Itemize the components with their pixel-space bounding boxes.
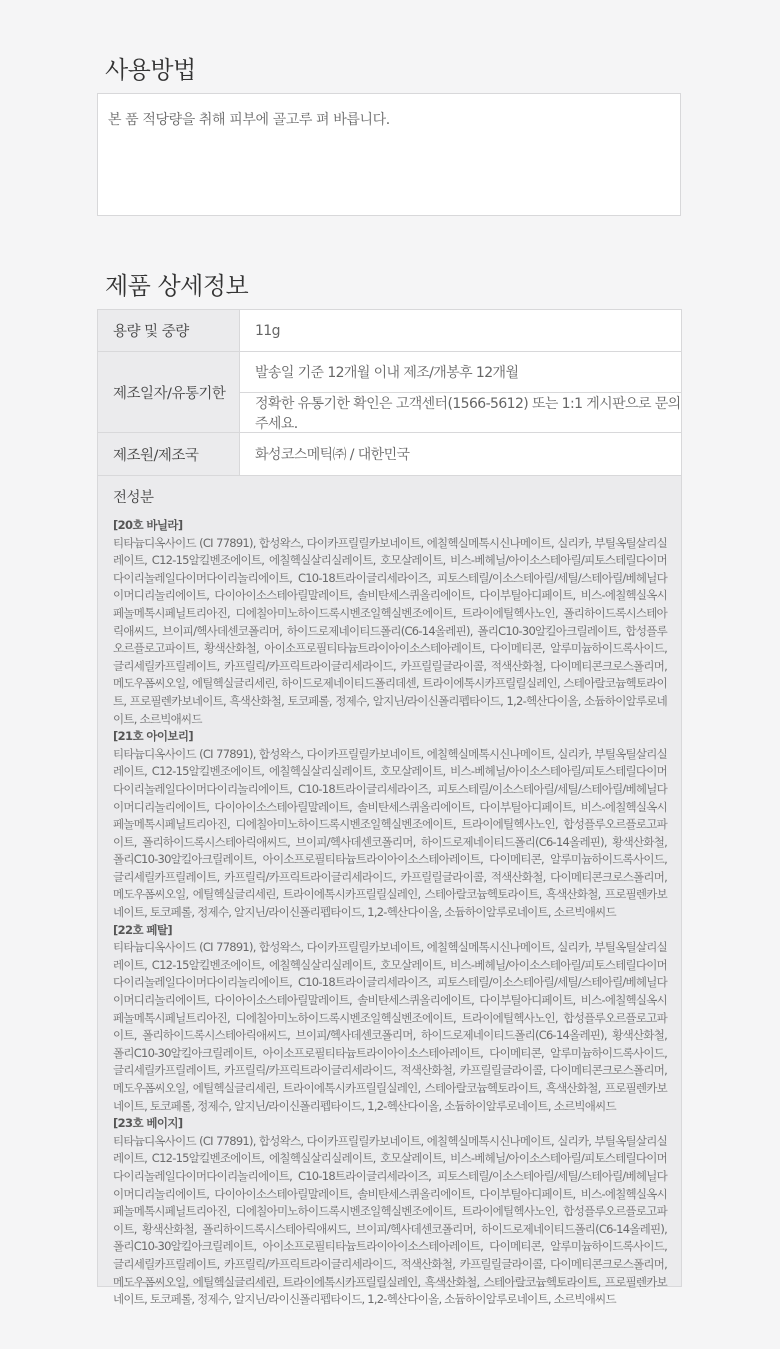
row-label: 용량 및 중량 [98,310,240,351]
shade-label: [21호 아이보리] [113,729,194,744]
usage-text: 본 품 적당량을 취해 피부에 골고루 펴 바릅니다. [108,112,390,128]
table-row-manufacturer [98,433,681,476]
usage-section-title: 사용방법 [105,56,196,84]
row-value [240,352,681,432]
shade-label: [22호 페탈] [113,922,173,937]
ingredient-list: 티타늄디옥사이드 (CI 77891), 합성왁스, 다이카프릴릴카보네이트, 에칠헥실메톡시신나메이트, 실리카, 부틸옥틸살리실레이트, C12-15알킬벤조에이트, 에칠헥실살리실레이트, 호모살레이트, 비스-베헤닐/아이소스테아릴/피토스테릴다이머다이리놀레일다이머다이리놀리에이트, C10-18트라이글리세라이즈, 피토스테릴/이소스테아릴/세틸/스테아릴/베헤닐다이머디리놀리에이트, 다이아이소스테아릴말레이트, 솔비탄세스퀴올리에이트, 다이부틸아디페이트, 비스-에칠헥실옥시페놀메톡시페닐트리아진, 디에칠아미노하이드록시벤조일헥실벤조에이트, 트라이에틸헥사노인, 합성플루오르플로고파이트, 폴리하이드록시스테아릭애씨드, 브이피/헥사데센코폴리머, 하이드로제네이티드폴리(C6-14올레핀), 황색산화철, 폴리C10-30알킬아크릴레이트, 아이소프로필티타늄트라이아이소스테아레이트, 다이메티콘, 알루미늄하이드록사이드, 글리세릴카프릴레이트, 카프릴릭/카프릭트라이글리세라이드, 카프릴릴글라이콜, 적색산화철, 다이메티콘크로스폴리머, 메도우폼씨오일, 에틸헥실글리세린, 트라이에톡시카프릴릴실레인, 스테아랄코늄헥토라이트, 흑색산화철, 프로필렌카보네이트, 토코페롤, 정제수, 알지닌/라이신폴리펩타이드, 1,2-헥산다이올, 소듐하이알루로네이트, 소르빅애씨드 [113,746,667,920]
expiry-note: 정확한 유통기한 확인은 고객센터(1566-5612) 또는 1:1 게시판으로 문의주세요. [255,396,681,432]
table-row-capacity [98,310,681,352]
row-value: 화성코스메틱㈜ / 대한민국 [255,447,410,463]
row-label: 제조원/제조국 [98,433,240,475]
expiry-value: 발송일 기준 12개월 이내 제조/개봉후 12개월 [240,352,681,393]
table-row-expiry [98,352,681,433]
usage-box [97,93,681,216]
row-value: 11g [255,322,280,339]
shade-label: [20호 바닐라] [113,518,183,532]
details-section-title: 제품 상세정보 [105,272,249,300]
ingredient-list: 티타늄디옥사이드 (CI 77891), 합성왁스, 다이카프릴릴카보네이트, 에칠헥실메톡시신나메이트, 실리카, 부틸옥틸살리실레이트, C12-15알킬벤조에이트, 에칠헥실살리실레이트, 호모살레이트, 비스-베헤닐/아이소스테아릴/피토스테릴다이머다이리놀레일다이머다이리놀리에이트, C10-18트라이글리세라이즈, 피토스테릴/이소스테아릴/세틸/스테아릴/베헤닐다이머디리놀리에이트, 다이아이소스테아릴말레이트, 솔비탄세스퀴올리에이트, 다이부틸아디페이트, 비스-에칠헥실옥시페놀메톡시페닐트리아진, 디에칠아미노하이드록시벤조일헥실벤조에이트, 트라이에틸헥사노인, 폴리하이드록시스테아릭애씨드, 브이피/헥사데센코폴리머, 하이드로제네이티드폴리(C6-14올레핀), 폴리C10-30알킬아크릴레이트, 합성플루오르플로고파이트, 황색산화철, 아이소프로필티타늄트라이아이소스테아레이트, 다이메티콘, 알루미늄하이드록사이드, 글리세릴카프릴레이트, 카프릴릭/카프릭트라이글리세라이드, 카프릴릴글라이콜, 적색산화철, 다이메티콘크로스폴리머, 메도우폼씨오일, 에틸헥실글리세린, 하이드로제네이티드폴리데센, 트라이에톡시카프릴릴실레인, 스테아랄코늄헥토라이트, 프로필렌카보네이트, 흑색산화철, 토코페롤, 정제수, 알지닌/라이신폴리펩타이드, 1,2-헥산다이올, 소듐하이알루로네이트, 소르빅애씨드 [113,535,667,726]
product-details-table [97,309,682,1307]
ingredients-panel [98,476,681,1307]
shade-label: [23호 베이지] [113,1116,183,1131]
row-label: 제조일자/유통기한 [98,352,240,432]
ingredients-title: 전성분 [113,490,154,506]
ingredient-list: 티타늄디옥사이드 (CI 77891), 합성왁스, 다이카프릴릴카보네이트, 에칠헥실메톡시신나메이트, 실리카, 부틸옥틸살리실레이트, C12-15알킬벤조에이트, 에칠헥실살리실레이트, 호모살레이트, 비스-베헤닐/아이소스테아릴/피토스테릴다이머다이리놀레일다이머다이리놀리에이트, C10-18트라이글리세라이즈, 피토스테릴/이소스테아릴/세틸/스테아릴/베헤닐다이머디리놀리에이트, 다이아이소스테아릴말레이트, 솔비탄세스퀴올리에이트, 다이부틸아디페이트, 비스-에칠헥실옥시페놀메톡시페닐트리아진, 디에칠아미노하이드록시벤조일헥실벤조에이트, 트라이에틸헥사노인, 합성플루오르플로고파이트, 황색산화철, 폴리하이드록시스테아릭애씨드, 브이피/헥사데센코폴리머, 하이드로제네이티드폴리(C6-14올레핀), 폴리C10-30알킬아크릴레이트, 아이소프로필티타늄트라이아이소스테아레이트, 다이메티콘, 알루미늄하이드록사이드, 글리세릴카프릴레이트, 카프릴릭/카프릭트라이글리세라이드, 적색산화철, 카프릴릴글라이콜, 다이메티콘크로스폴리머, 메도우폼씨오일, 에틸헥실글리세린, 트라이에톡시카프릴릴실레인, 흑색산화철, 스테아랄코늄헥토라이트, 프로필렌카보네이트, 토코페롤, 정제수, 알지닌/라이신폴리펩타이드, 1,2-헥산다이올, 소듐하이알루로네이트, 소르빅애씨드 [113,1133,667,1307]
ingredient-list: 티타늄디옥사이드 (CI 77891), 합성왁스, 다이카프릴릴카보네이트, 에칠헥실메톡시신나메이트, 실리카, 부틸옥틸살리실레이트, C12-15알킬벤조에이트, 에칠헥실살리실레이트, 호모살레이트, 비스-베헤닐/아이소스테아릴/피토스테릴다이머다이리놀레일다이머다이리놀리에이트, C10-18트라이글리세라이즈, 피토스테릴/이소스테아릴/세틸/스테아릴/베헤닐다이머디리놀리에이트, 다이아이소스테아릴말레이트, 솔비탄세스퀴올리에이트, 다이부틸아디페이트, 비스-에칠헥실옥시페놀메톡시페닐트리아진, 디에칠아미노하이드록시벤조일헥실벤조에이트, 트라이에틸헥사노인, 합성플루오르플로고파이트, 폴리하이드록시스테아릭애씨드, 브이피/헥사데센코폴리머, 하이드로제네이티드폴리(C6-14올레핀), 황색산화철, 폴리C10-30알킬아크릴레이트, 아이소프로필티타늄트라이아이소스테아레이트, 다이메티콘, 알루미늄하이드록사이드, 글리세릴카프릴레이트, 카프릴릭/카프릭트라이글리세라이드, 적색산화철, 카프릴릴글라이콜, 다이메티콘크로스폴리머, 메도우폼씨오일, 에틸헥실글리세린, 트라이에톡시카프릴릴실레인, 스테아랄코늄헥토라이트, 흑색산화철, 프로필렌카보네이트, 토코페롤, 정제수, 알지닌/라이신폴리펩타이드, 1,2-헥산다이올, 소듐하이알루로네이트, 소르빅애씨드 [113,940,667,1113]
